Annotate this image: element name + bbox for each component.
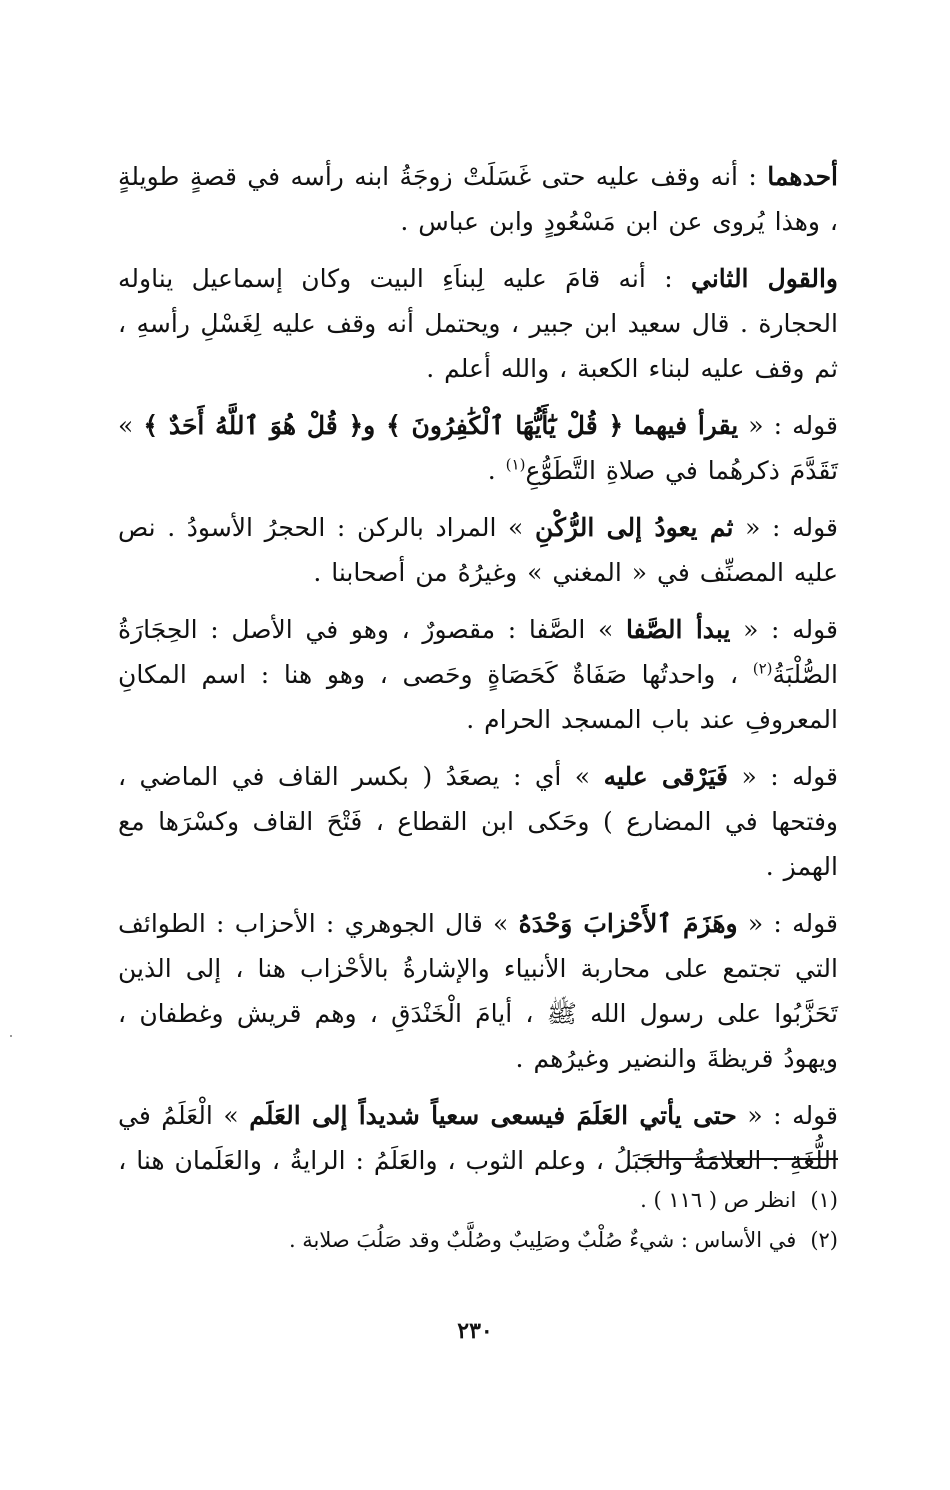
commentary-text: » تَقَدَّمَ ذكرهُما في صلاةِ التَّطَوُّعِ	[118, 411, 838, 485]
footnote-text: انظر ص ( ١١٦ ) .	[640, 1188, 797, 1212]
quote-prefix: قوله : «	[730, 615, 839, 644]
footnote-ref: (٢)	[752, 659, 773, 678]
footnote-1	[118, 1180, 838, 1220]
paragraph-3	[118, 403, 838, 493]
commentary-text: » المراد بالركن : الحجرُ الأسودُ . نص عليه المصنِّف في « المغني » وغيرُهُ من أصحابنا .	[118, 513, 838, 587]
paragraph-2	[118, 256, 838, 391]
paragraph-8	[118, 1093, 838, 1183]
footnote-ref: (١)	[505, 455, 526, 474]
quoted-phrase: وهَزَمَ ٱلأَحْزابَ وَحْدَهُ	[518, 909, 738, 938]
quoted-phrase: ثم يعودُ إلى الرُّكْنِ	[534, 513, 734, 542]
quote-prefix: قوله : «	[737, 909, 838, 938]
footnote-number: (٢)	[810, 1228, 838, 1252]
quoted-phrase: يبدأ الصَّفا	[625, 615, 731, 644]
quote-prefix: قوله : «	[736, 1101, 838, 1130]
page-number: ٢٣٠	[457, 1318, 493, 1344]
paragraph-text: : أنه وقف عليه حتى غَسَلَتْ زوجَةُ ابنه رأسه في قصةٍ طويلةٍ ، وهذا يُروى عن ابن مَسْعُودٍ وابن عباس .	[118, 162, 838, 236]
footnotes	[118, 1180, 838, 1260]
paragraph-lead: والقول الثاني	[690, 264, 838, 293]
quoted-phrase: حتى يأتي العَلَمَ فيسعى سعياً شديداً إلى العَلَم	[249, 1101, 737, 1130]
paragraph-1	[118, 154, 838, 244]
commentary-text: » الصَّفا : مقصورٌ ، وهو في الأصل : الحِجَارَةُ الصُّلْبَةُ	[118, 615, 838, 689]
footnote-number: (١)	[810, 1188, 838, 1212]
margin-mark	[10, 1035, 12, 1037]
footnote-separator	[638, 1158, 838, 1160]
paragraph-4	[118, 505, 838, 595]
commentary-text: » قال الجوهري : الأحزاب : الطوائف التي تجتمع على محاربة الأنبياء والإشارةُ بالأحْزاب هنا ، إلى الذين تَحَزَّبُوا على رسول الله ﷺ ، أيامَ الْخَنْدَقِ ، وهم قريش وغطفان ، ويهودُ قريظةَ والنضير وغيرُهم .	[118, 909, 838, 1073]
paragraph-7	[118, 901, 838, 1081]
paragraph-text: : أنه قامَ عليه لِبناَءِ البيت وكان إسماعيل يناوله الحجارة . قال سعيد ابن جبير ، ويحتمل أنه وقف عليه لِغَسْلِ رأسهِ ، ثم وقف عليه لبناء الكعبة ، والله أعلم .	[118, 264, 838, 383]
commentary-tail: ، واحدتُها صَفَاةٌ كَحَصَاةٍ وحَصى ، وهو هنا : اسم المكانِ المعروفِ عند باب المسجد الحرام .	[118, 660, 838, 734]
footnote-text: في الأساس : شيءٌ صُلْبٌ وصَلِيبٌ وصُلَّبٌ وقد صَلُبَ صلابة .	[288, 1228, 797, 1252]
quoted-phrase: فَيَرْقى عليه	[603, 762, 729, 791]
paragraph-5	[118, 607, 838, 742]
footnote-2	[118, 1220, 838, 1260]
main-text	[118, 150, 838, 1195]
commentary-text: » أي : يصعَدُ ( بكسر القاف في الماضي ، وفتحها في المضارع ) وحَكى ابن القطاع ، فَتْحَ القاف وكسْرَها مع الهمز .	[118, 762, 838, 881]
commentary-tail: .	[487, 456, 506, 485]
quoted-phrase: يقرأ فيهما ﴿ قُلْ يَٰٓأَيُّهَا ٱلْكَٰفِرُونَ ﴾ و﴿ قُلْ هُوَ ٱللَّهُ أَحَدٌ ﴾	[143, 411, 739, 440]
quote-prefix: قوله : «	[738, 411, 838, 440]
paragraph-6	[118, 754, 838, 889]
quote-prefix: قوله : «	[733, 513, 839, 542]
quote-prefix: قوله : «	[728, 762, 839, 791]
commentary-text: » الْعَلَمُ في اللُّغَةِ : العلامَةُ والجَبَلُ ، وعلم الثوب ، والعَلَمُ : الرايةُ ، والعَلَمان هنا ،	[118, 1101, 838, 1175]
paragraph-lead: أحدهما	[767, 162, 838, 191]
